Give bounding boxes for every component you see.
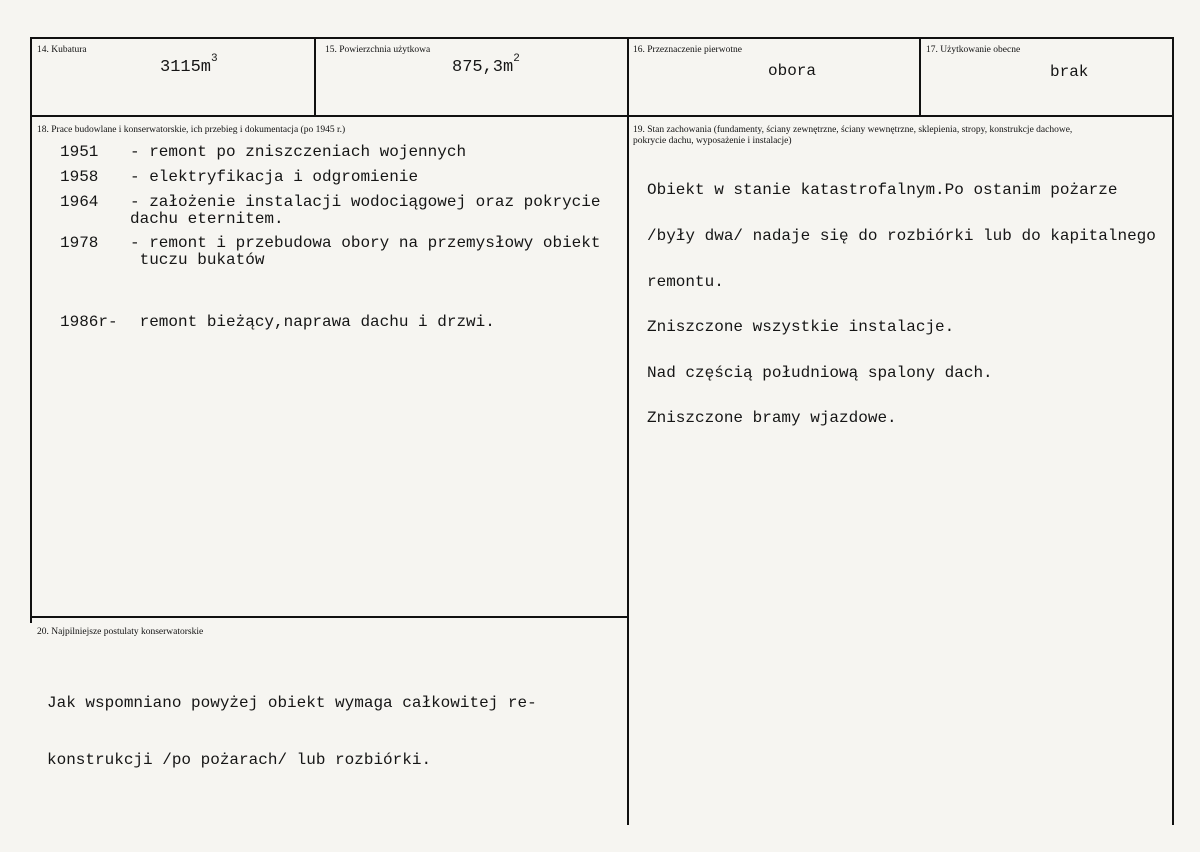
left-border — [30, 37, 32, 623]
work-year: 1964 — [60, 193, 99, 211]
condition-line: Nad częścią południową spalony dach. — [647, 363, 993, 382]
condition-line: Zniszczone bramy wjazdowe. — [647, 409, 897, 428]
field-18-label: 18. Prace budowlane i konserwatorskie, ich przebieg i dokumentacja (po 1945 r.) — [37, 125, 346, 135]
work-description: - założenie instalacji wodociągowej oraz pokrycie — [130, 193, 601, 211]
field-15-value — [452, 53, 520, 77]
work-description: - remont i przebudowa obory na przemysłowy obiekt — [130, 234, 601, 252]
field-19-label-line2: pokrycie dachu, wyposażenie i instalacje) — [633, 136, 792, 146]
field-14-number: 3115m — [160, 58, 212, 77]
row1-bottom-border — [30, 115, 1174, 117]
condition-text — [647, 153, 1156, 457]
postulates-text — [47, 656, 537, 808]
work-description-continued: tuczu bukatów — [130, 251, 265, 269]
divider-14-15 — [314, 37, 316, 117]
field-19-label-line1: 19. Stan zachowania (fundamenty, ściany zewnętrzne, ściany wewnętrzne, sklepienia, stropy, konstrukcje dachowe, — [633, 125, 1073, 135]
field-17-value: brak — [1050, 63, 1089, 81]
field-14-exponent: 3 — [211, 53, 218, 65]
top-border — [30, 37, 1174, 39]
field-15-number: 875,3m — [452, 58, 514, 77]
work-year: 1978 — [60, 234, 99, 252]
right-border — [1172, 37, 1174, 825]
work-entry-1958 — [60, 168, 418, 186]
work-year: 1958 — [60, 168, 99, 186]
section18-bottom-border — [30, 616, 629, 618]
divider-center — [627, 37, 629, 825]
condition-line: Obiekt w stanie katastrofalnym.Po ostanim pożarze — [647, 181, 1118, 200]
work-entry-1951 — [60, 143, 466, 161]
condition-line: /były dwa/ nadaje się do rozbiórki lub do kapitalnego — [647, 227, 1156, 246]
field-15-label: 15. Powierzchnia użytkowa — [325, 45, 431, 55]
work-description: remont bieżący,naprawa dachu i drzwi. — [130, 313, 495, 331]
postulate-line: Jak wspomniano powyżej obiekt wymaga całkowitej re- — [47, 694, 537, 712]
field-15-exponent: 2 — [513, 53, 520, 65]
work-entry-1978 — [60, 235, 600, 269]
field-14-value — [160, 53, 218, 77]
postulate-line: konstrukcji /po pożarach/ lub rozbiórki. — [47, 751, 432, 769]
field-20-label: 20. Najpilniejsze postulaty konserwatorskie — [37, 627, 204, 637]
work-year: 1951 — [60, 143, 99, 161]
field-16-value: obora — [768, 62, 817, 80]
condition-line: remontu. — [647, 272, 724, 291]
work-description-continued: dachu eternitem. — [130, 210, 284, 228]
work-year: 1986r- — [60, 313, 118, 331]
divider-16-17 — [919, 37, 921, 117]
work-entry-1964 — [60, 194, 600, 228]
work-entry-1986 — [60, 277, 495, 367]
work-description: - elektryfikacja i odgromienie — [130, 168, 419, 186]
field-17-label: 17. Użytkowanie obecne — [926, 45, 1021, 55]
field-14-label: 14. Kubatura — [37, 45, 87, 55]
field-16-label: 16. Przeznaczenie pierwotne — [633, 45, 742, 55]
work-description: - remont po zniszczeniach wojennych — [130, 143, 467, 161]
condition-line: Zniszczone wszystkie instalacje. — [647, 318, 955, 337]
